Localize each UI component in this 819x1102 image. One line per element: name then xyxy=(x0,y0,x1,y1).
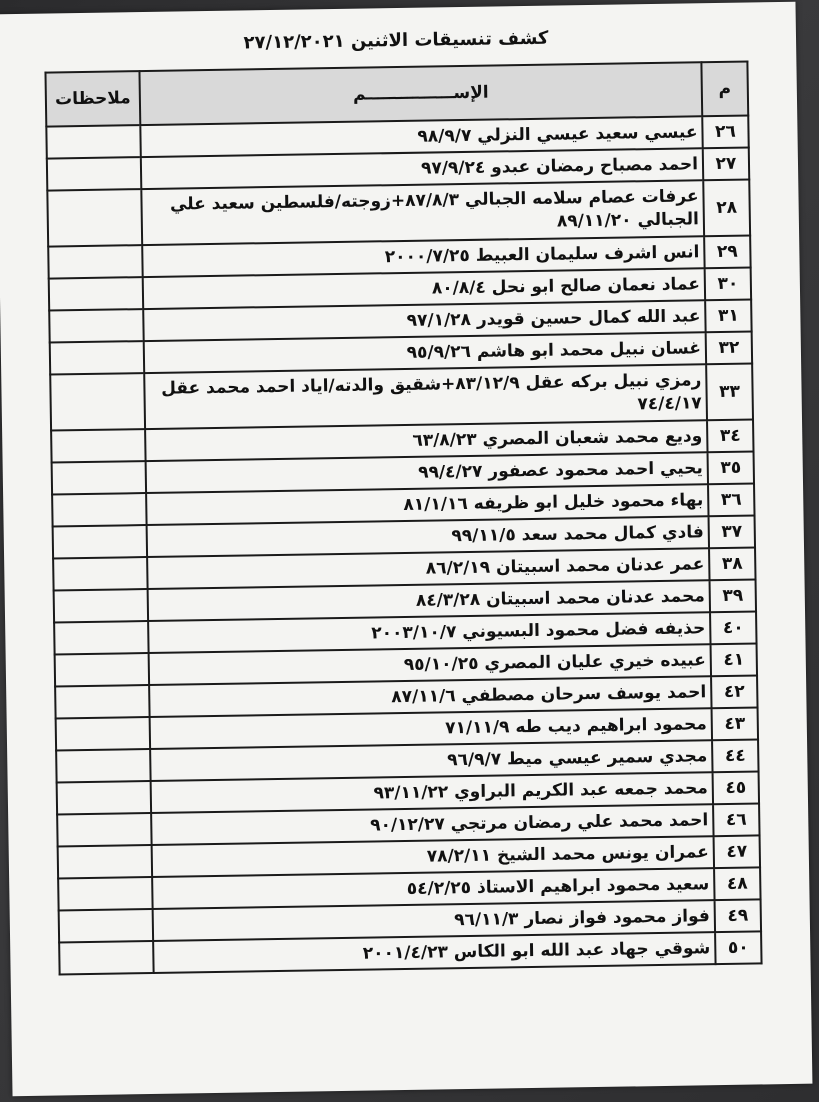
row-number: ٣٢ xyxy=(706,332,752,365)
row-name xyxy=(144,364,707,429)
row-notes xyxy=(55,685,149,718)
row-name-text: سعيد محمود ابراهيم الاستاذ ٥٤/٢/٢٥ xyxy=(406,874,710,899)
row-number: ٤٦ xyxy=(713,803,759,836)
row-number: ٤٣ xyxy=(712,707,758,740)
row-name-text: عبد الله كمال حسين قويدر ٩٧/١/٢٨ xyxy=(406,306,701,331)
row-notes xyxy=(48,245,142,278)
row-notes xyxy=(56,749,150,782)
row-name-text: محمود ابراهيم ديب طه ٧١/١١/٩ xyxy=(445,714,707,739)
row-notes xyxy=(59,941,153,974)
row-notes xyxy=(52,493,146,526)
row-name-text: عيسي سعيد عيسي النزلي ٩٨/٩/٧ xyxy=(417,122,698,147)
row-notes xyxy=(53,557,147,590)
row-number: ٢٩ xyxy=(704,236,750,269)
row-number: ٣٨ xyxy=(709,547,755,580)
row-number: ٤٢ xyxy=(711,675,757,708)
row-number: ٣٤ xyxy=(707,420,753,453)
row-number: ٢٧ xyxy=(703,148,749,181)
row-notes xyxy=(54,589,148,622)
row-name-text: وديع محمد شعبان المصري ٦٣/٨/٢٣ xyxy=(412,426,703,451)
row-number: ٣٦ xyxy=(708,483,754,516)
row-number: ٣١ xyxy=(705,300,751,333)
document-title: كشف تنسيقات الاثنين ٢٧/١٢/٢٠٢١ xyxy=(243,27,549,54)
header-notes: ملاحظات xyxy=(45,71,140,126)
row-notes xyxy=(53,525,147,558)
row-notes xyxy=(58,845,152,878)
row-name-text: حذيفه فضل محمود البسيوني ٢٠٠٣/١٠/٧ xyxy=(371,618,706,644)
row-name-text: مجدي سمير عيسي ميط ٩٦/٩/٧ xyxy=(447,746,708,771)
row-name-text: يحيي احمد محمود عصفور ٩٩/٤/٢٧ xyxy=(417,458,703,483)
row-name-text: احمد محمد علي رمضان مرتجي ٩٠/١٢/٢٧ xyxy=(369,810,709,836)
row-name-text: عرفات عصام سلامه الجبالي ٨٧/٨/٣+زوجته/فلسطين سعيد علي الجبالي ٨٩/١١/٢٠ xyxy=(169,186,700,232)
row-name-text: رمزي نبيل بركه عقل ٨٣/١٢/٩+شقيق والدته/اياد احمد محمد عقل ٧٤/٤/١٧ xyxy=(160,370,702,415)
row-notes xyxy=(54,621,148,654)
row-number: ٣٧ xyxy=(709,515,755,548)
row-notes xyxy=(46,125,140,158)
row-name-text: عبيده خيري عليان المصري ٩٥/١٠/٢٥ xyxy=(403,650,706,676)
row-name-text: فادي كمال محمد سعد ٩٩/١١/٥ xyxy=(451,522,704,547)
row-name-text: عمر عدنان محمد اسبيتان ٨٦/٢/١٩ xyxy=(425,554,705,579)
paper-sheet xyxy=(0,2,812,1096)
row-number: ٤١ xyxy=(711,643,757,676)
row-notes xyxy=(49,309,143,342)
row-notes xyxy=(50,373,145,430)
row-notes xyxy=(50,341,144,374)
row-name-text: محمد جمعه عبد الكريم البراوي ٩٣/١١/٢٢ xyxy=(373,778,708,804)
row-notes xyxy=(55,653,149,686)
names-table xyxy=(44,61,762,976)
table-body xyxy=(46,116,761,975)
row-name-text: احمد مصباح رمضان عبدو ٩٧/٩/٢٤ xyxy=(420,154,699,179)
row-name-text: فواز محمود فواز نصار ٩٦/١١/٣ xyxy=(454,906,710,931)
row-name-text: محمد عدنان محمد اسبيتان ٨٤/٣/٢٨ xyxy=(415,586,705,611)
row-name-text: عمران يونس محمد الشيخ ٧٨/٢/١١ xyxy=(426,842,709,867)
row-number: ٤٤ xyxy=(712,739,758,772)
row-name-text: احمد يوسف سرحان مصطفي ٨٧/١١/٦ xyxy=(391,682,707,708)
row-notes xyxy=(52,461,146,494)
row-name-text: شوقي جهاد عبد الله ابو الكاس ٢٠٠١/٤/٢٣ xyxy=(362,938,711,964)
row-number: ٤٠ xyxy=(710,611,756,644)
row-name-text: غسان نبيل محمد ابو هاشم ٩٥/٩/٢٦ xyxy=(406,338,702,363)
row-notes xyxy=(47,189,142,246)
row-name-text: عماد نعمان صالح ابو نحل ٨٠/٨/٤ xyxy=(431,274,701,299)
row-name-text: بهاء محمود خليل ابو ظريفه ٨١/١/١٦ xyxy=(403,490,704,516)
row-number: ٤٩ xyxy=(715,899,761,932)
row-number: ٤٥ xyxy=(713,771,759,804)
row-notes xyxy=(56,717,150,750)
row-notes xyxy=(51,429,145,462)
row-number: ٥٠ xyxy=(715,931,761,964)
header-name: الإســـــــــــــــم xyxy=(139,62,702,125)
row-notes xyxy=(59,909,153,942)
header-number: م xyxy=(701,62,748,117)
row-notes xyxy=(57,813,151,846)
row-number: ٣٩ xyxy=(710,579,756,612)
row-notes xyxy=(47,157,141,190)
row-number: ٣٥ xyxy=(708,451,754,484)
row-notes xyxy=(57,781,151,814)
row-number: ٢٨ xyxy=(703,180,750,237)
row-name-text: انس اشرف سليمان العبيط ٢٠٠٠/٧/٢٥ xyxy=(384,242,700,268)
row-number: ٤٨ xyxy=(714,867,760,900)
row-notes xyxy=(49,277,143,310)
row-number: ٣٣ xyxy=(706,364,753,421)
row-number: ٣٠ xyxy=(705,268,751,301)
row-notes xyxy=(58,877,152,910)
row-name xyxy=(141,180,704,245)
row-number: ٢٦ xyxy=(702,116,748,149)
row-number: ٤٧ xyxy=(714,835,760,868)
